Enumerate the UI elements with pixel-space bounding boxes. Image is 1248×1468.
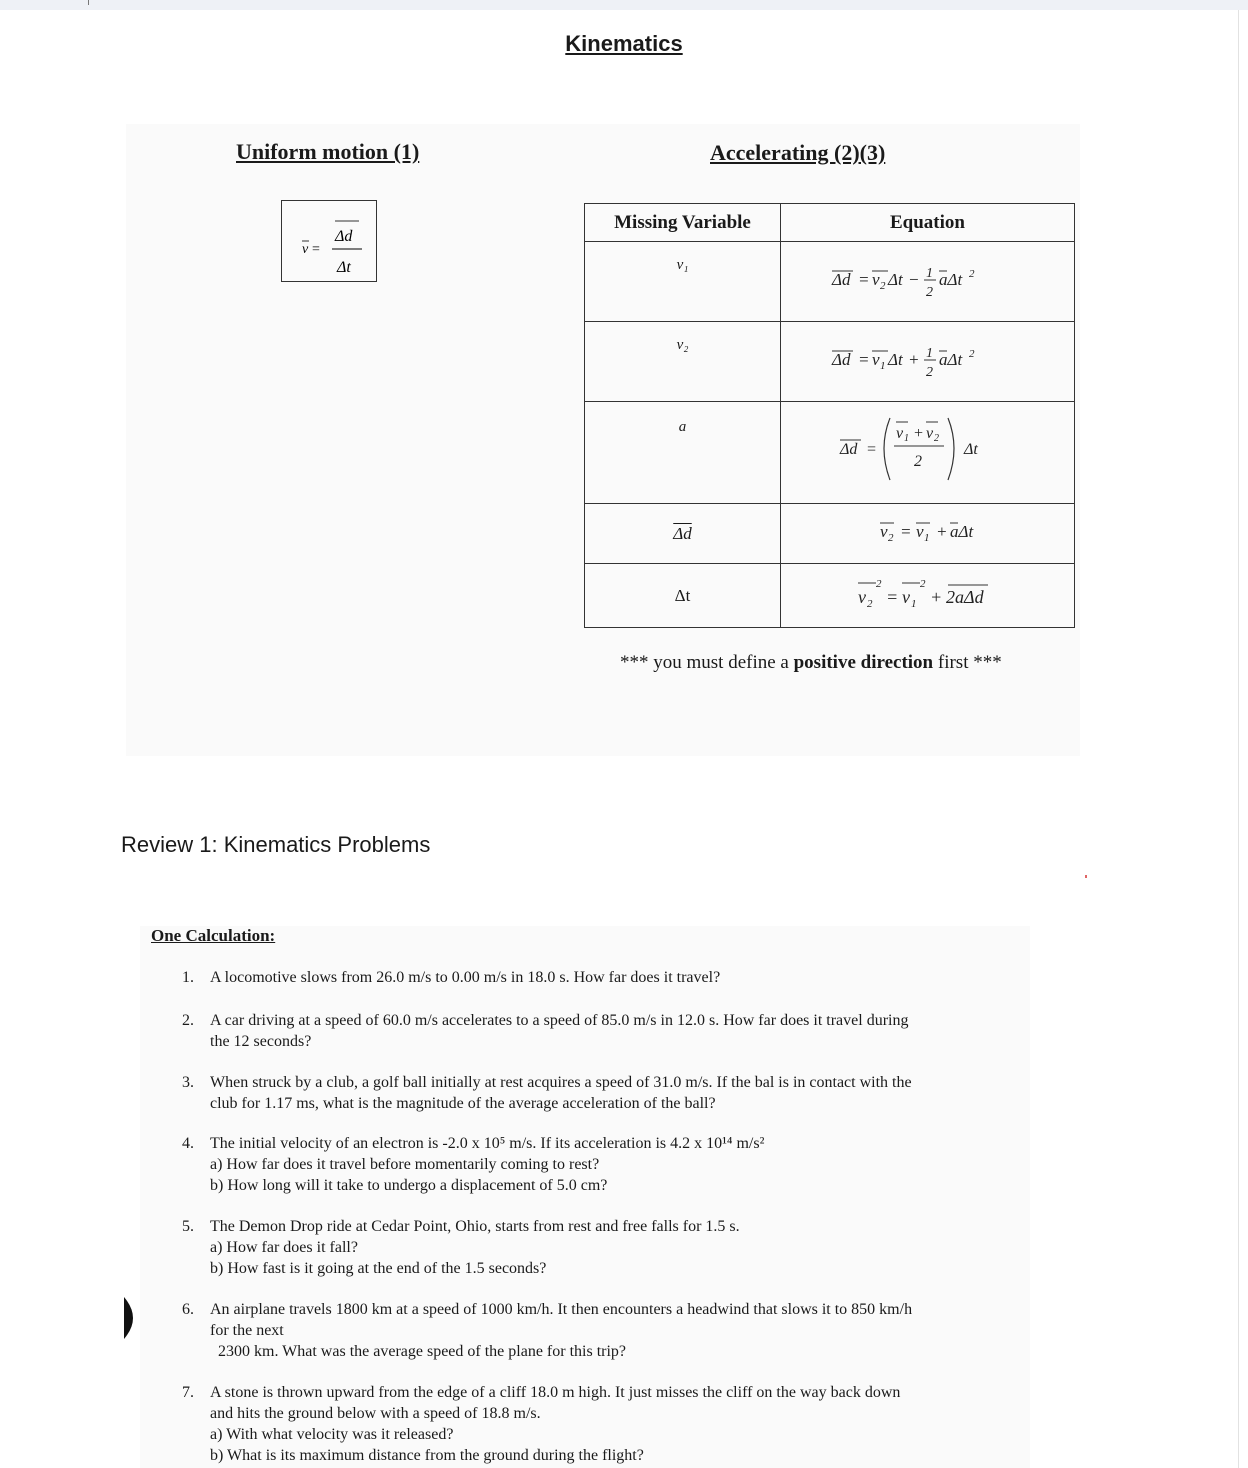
equation-cell bbox=[781, 402, 1075, 504]
svg-text:aΔt: aΔt bbox=[949, 522, 973, 541]
svg-text:aΔt: aΔt bbox=[938, 350, 962, 369]
review-title: Review 1: Kinematics Problems bbox=[121, 832, 431, 857]
table-row bbox=[585, 504, 1075, 564]
top-toolbar-strip bbox=[0, 0, 1248, 10]
svg-text:v: v bbox=[901, 587, 910, 607]
svg-text:2: 2 bbox=[919, 578, 925, 590]
cursor-mark bbox=[1085, 875, 1087, 878]
page-title: Kinematics bbox=[565, 31, 683, 56]
svg-text:v: v bbox=[915, 522, 924, 541]
uniform-formula-box bbox=[281, 200, 377, 282]
missing-variable: Δt bbox=[674, 585, 691, 605]
svg-text:v: v bbox=[925, 425, 933, 442]
svg-text:Δt: Δt bbox=[887, 270, 903, 289]
equation-header: Equation bbox=[781, 204, 1075, 242]
table-row bbox=[585, 564, 1075, 628]
svg-text:1: 1 bbox=[925, 266, 933, 281]
svg-text:Δt: Δt bbox=[963, 441, 978, 458]
svg-text:2: 2 bbox=[887, 532, 893, 544]
missing-variable-cell bbox=[585, 322, 781, 402]
svg-text:2: 2 bbox=[925, 285, 933, 300]
equation-cell bbox=[781, 504, 1075, 564]
missing-variable-cell bbox=[585, 504, 781, 564]
svg-text:Δd: Δd bbox=[831, 350, 850, 369]
svg-text:2aΔd: 2aΔd bbox=[945, 587, 984, 607]
svg-text:1: 1 bbox=[879, 360, 885, 372]
svg-text:2: 2 bbox=[879, 280, 885, 292]
svg-text:1: 1 bbox=[925, 346, 933, 361]
missing-variable-cell bbox=[585, 564, 781, 628]
svg-text:1: 1 bbox=[923, 532, 929, 544]
missing-variable: v₁ bbox=[676, 257, 689, 273]
uniform-formula bbox=[282, 201, 378, 283]
equation-render bbox=[828, 249, 1028, 309]
svg-text:=: = bbox=[865, 441, 877, 458]
svg-text:+: + bbox=[907, 350, 919, 369]
svg-text:Δd: Δd bbox=[831, 270, 850, 289]
equation-cell bbox=[781, 564, 1075, 628]
svg-text:aΔt: aΔt bbox=[938, 270, 962, 289]
svg-text:1: 1 bbox=[910, 598, 916, 610]
positive-direction-note: *** you must define a positive direction first *** bbox=[620, 652, 1002, 673]
svg-text:2: 2 bbox=[913, 453, 922, 470]
svg-text:=: = bbox=[857, 270, 869, 289]
ruler-tick bbox=[88, 0, 89, 5]
svg-text:=: = bbox=[312, 242, 320, 257]
missing-variable: $\overline{\Delta d}$ bbox=[673, 523, 692, 543]
accelerating-heading: Accelerating (2)(3) bbox=[710, 140, 886, 165]
table-row bbox=[585, 402, 1075, 504]
svg-text:=: = bbox=[857, 350, 869, 369]
missing-variable-header: Missing Variable bbox=[585, 204, 781, 242]
equation-render bbox=[828, 509, 1028, 553]
svg-text:=: = bbox=[899, 522, 911, 541]
svg-text:v: v bbox=[895, 425, 903, 442]
svg-text:v: v bbox=[871, 270, 880, 289]
svg-text:2: 2 bbox=[925, 365, 933, 380]
svg-text:v: v bbox=[871, 350, 880, 369]
svg-text:2: 2 bbox=[933, 433, 939, 444]
bookmark-marker-icon[interactable] bbox=[124, 1297, 140, 1344]
equation-cell bbox=[781, 322, 1075, 402]
page-edge bbox=[1238, 10, 1239, 1468]
svg-text:Δt: Δt bbox=[887, 350, 903, 369]
svg-text:v: v bbox=[879, 522, 888, 541]
equation-render bbox=[828, 329, 1028, 389]
svg-text:Δd: Δd bbox=[839, 441, 857, 458]
equation-table bbox=[584, 203, 1075, 628]
svg-text:1: 1 bbox=[903, 433, 909, 444]
table-row bbox=[585, 322, 1075, 402]
svg-text:2: 2 bbox=[968, 268, 974, 280]
equation-render bbox=[828, 408, 1028, 492]
missing-variable-cell bbox=[585, 402, 781, 504]
missing-variable: a bbox=[678, 419, 687, 435]
missing-variable: v₂ bbox=[676, 337, 689, 353]
svg-text:2: 2 bbox=[968, 348, 974, 360]
table-row bbox=[585, 242, 1075, 322]
svg-text:−: − bbox=[907, 270, 919, 289]
svg-text:=: = bbox=[885, 587, 898, 607]
uniform-motion-heading: Uniform motion (1) bbox=[236, 139, 420, 164]
svg-text:+: + bbox=[935, 522, 947, 541]
formula-denominator: Δt bbox=[337, 259, 351, 276]
equation-render bbox=[828, 571, 1028, 615]
formula-numerator: Δd bbox=[335, 228, 353, 245]
section-heading: One Calculation: bbox=[151, 926, 276, 945]
equation-cell bbox=[781, 242, 1075, 322]
svg-text:2: 2 bbox=[866, 598, 872, 610]
svg-text:+: + bbox=[912, 425, 924, 442]
table-header-row bbox=[585, 204, 1075, 242]
missing-variable-cell bbox=[585, 242, 781, 322]
formula-lhs: v bbox=[302, 242, 309, 257]
svg-text:2: 2 bbox=[875, 578, 881, 590]
svg-text:+: + bbox=[929, 587, 942, 607]
svg-text:v: v bbox=[857, 587, 866, 607]
